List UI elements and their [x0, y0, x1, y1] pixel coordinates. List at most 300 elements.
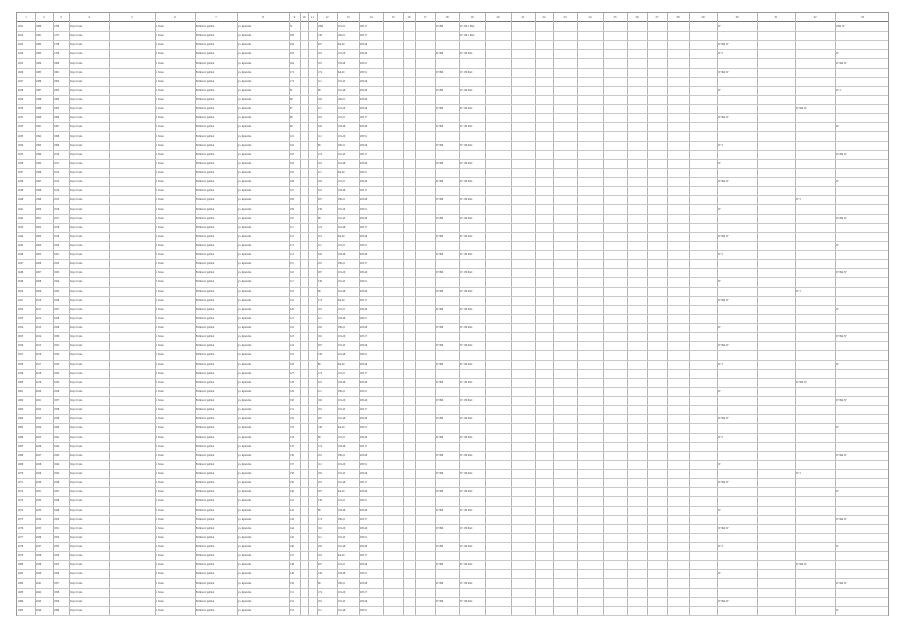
table-cell: IV 130 PAC: [460, 344, 473, 348]
table-cell: Ivayo Ivano: [70, 371, 83, 375]
table-cell: 1822: [54, 262, 60, 266]
table-cell: 86: [318, 216, 321, 220]
table-cell: IV 890: [436, 25, 444, 29]
table-cell: 1 Ivano: [156, 590, 164, 594]
table-cell: IV 890: [436, 380, 444, 384]
table-cell: Kd.20: [338, 362, 345, 366]
table-cell: 180.21: [338, 143, 346, 147]
table-cell: 1823: [54, 271, 60, 275]
table-cell: 1990: [36, 116, 42, 120]
table-cell: Kd.20: [338, 70, 345, 74]
table-cell: 174: [318, 517, 322, 521]
table-cell: 2032: [18, 125, 24, 129]
table-cell: 2031: [36, 490, 42, 494]
table-cell: 2062: [18, 399, 24, 403]
table-cell: 1809: [54, 143, 60, 147]
table-cell: 1 Ivano: [156, 526, 164, 530]
table-cell: 2000: [36, 207, 42, 211]
table-cell: 2072: [18, 490, 24, 494]
table-cell: 1843: [54, 453, 60, 457]
table-cell: ya. Kpatoma: [238, 189, 252, 193]
table-cell: 111: [318, 608, 322, 612]
table-cell: 1833: [54, 362, 60, 366]
table-cell: 2030: [18, 107, 24, 111]
table-cell: Ivayo Ivano: [70, 335, 83, 339]
table-cell: 1845: [54, 472, 60, 476]
table-cell: 86: [290, 98, 293, 102]
table-cell: Ermirsovt gellion: [196, 490, 215, 494]
table-cell: 2053: [18, 316, 24, 320]
table-cell: 191: [318, 307, 322, 311]
table-cell: 2069: [18, 462, 24, 466]
table-cell: 2047: [18, 262, 24, 266]
table-cell: 180.21: [338, 198, 346, 202]
table-cell: Ermirsovt gellion: [196, 207, 215, 211]
table-cell: 182: [318, 472, 322, 476]
table-cell: ya. Kpatoma: [238, 244, 252, 247]
table-cell: 1 Ivano: [156, 116, 164, 120]
table-cell: 1 Ivano: [156, 517, 164, 521]
table-cell: 2044: [18, 234, 24, 238]
table-cell: 1 Ivano: [156, 171, 164, 175]
table-cell: 111: [318, 171, 322, 175]
table-cell: 1858: [54, 590, 60, 594]
table-cell: 181.21: [338, 499, 346, 503]
table-cell: 181.45: [338, 152, 346, 156]
table-cell: 2081: [18, 572, 24, 576]
table-cell: IV 994 IV: [718, 417, 729, 421]
table-cell: 181.48: [338, 353, 346, 357]
table-cell: IV 3: [718, 435, 723, 439]
table-cell: 283.40: [360, 453, 368, 457]
table-cell: 129: [290, 389, 294, 393]
table-cell: 2066: [18, 435, 24, 439]
column-header: 10: [302, 15, 306, 19]
table-cell: 283.51: [360, 171, 368, 175]
table-cell: 1 Ivano: [156, 581, 164, 585]
table-cell: 1844: [54, 462, 60, 466]
table-cell: 2005: [36, 253, 42, 257]
column-header: 11: [311, 15, 314, 19]
table-cell: 134: [290, 435, 294, 439]
table-cell: IV 890: [436, 490, 444, 494]
table-cell: IV: [836, 52, 839, 56]
table-cell: 1 Ivano: [156, 335, 164, 339]
table-cell: IV 890: [436, 581, 444, 585]
table-cell: 1804: [54, 98, 60, 102]
column-header: 15: [391, 15, 395, 19]
table-cell: Ermirsovt gellion: [196, 417, 215, 421]
table-cell: ya. Kpatoma: [238, 152, 252, 156]
table-cell: 283.51: [360, 70, 368, 74]
table-cell: IV 130 PAC: [460, 125, 473, 129]
column-header: 6: [174, 15, 176, 19]
column-header: 13: [346, 15, 350, 19]
table-cell: 2077: [18, 535, 24, 539]
table-cell: 1995: [36, 161, 42, 165]
table-cell: 1 Ivano: [156, 207, 164, 211]
table-cell: 283.51: [360, 608, 368, 612]
table-cell: Kd.20: [338, 554, 345, 558]
table-cell: 86: [318, 289, 321, 293]
table-cell: 140: [290, 490, 294, 494]
table-cell: 174: [318, 590, 322, 594]
table-cell: Ermirsovt gellion: [196, 462, 215, 466]
table-cell: Ivayo Ivano: [70, 180, 83, 184]
table-cell: 181.20: [338, 271, 346, 275]
table-cell: IV: [836, 426, 839, 430]
table-cell: 146: [290, 545, 294, 549]
table-cell: 1 Ivano: [156, 316, 164, 320]
column-header: 12: [325, 15, 329, 19]
table-cell: Ivayo Ivano: [70, 280, 83, 284]
table-cell: 283.17: [360, 517, 368, 521]
table-cell: Ermirsovt gellion: [196, 253, 215, 257]
column-header: 7: [215, 15, 217, 19]
table-cell: Ermirsovt gellion: [196, 262, 215, 266]
table-cell: 1832: [54, 353, 60, 357]
table-cell: 2054: [18, 326, 24, 330]
table-cell: IV: [718, 326, 721, 330]
table-cell: 1 Ivano: [156, 307, 164, 311]
table-cell: ya. Kpatoma: [238, 180, 252, 184]
table-cell: Ermirsovt gellion: [196, 563, 215, 567]
table-cell: 121: [290, 316, 294, 320]
table-cell: ya. Kpatoma: [238, 88, 252, 92]
table-cell: 2051: [18, 298, 24, 302]
table-cell: 283.40: [360, 380, 368, 384]
table-cell: 2084: [18, 599, 24, 603]
table-cell: IV 994 IV: [836, 216, 847, 220]
table-cell: 283.40: [360, 88, 368, 92]
table-cell: IV 3: [796, 198, 801, 202]
table-cell: ya. Kpatoma: [238, 161, 252, 165]
table-cell: 297: [318, 271, 322, 275]
table-cell: ya. Kpatoma: [238, 171, 252, 175]
table-cell: Ermirsovt gellion: [196, 234, 215, 238]
table-cell: IV 890: [436, 435, 444, 439]
table-cell: Ermirsovt gellion: [196, 70, 215, 74]
table-cell: 1 Ivano: [156, 481, 164, 485]
table-cell: 2038: [36, 554, 42, 558]
spreadsheet-sheet: [16, 12, 889, 616]
table-cell: 2001: [36, 216, 42, 220]
table-cell: 1 Ivano: [156, 43, 164, 47]
table-cell: 173: [290, 79, 294, 83]
table-cell: 181.20: [338, 207, 346, 211]
table-cell: 111: [318, 535, 322, 539]
table-cell: Ivayo Ivano: [70, 408, 83, 412]
table-cell: Kd.20: [338, 171, 345, 175]
table-cell: 183.48: [338, 508, 346, 512]
table-cell: IV 994 IV: [836, 399, 847, 403]
table-cell: 283.40: [360, 52, 368, 56]
table-cell: 2085: [18, 608, 24, 612]
table-cell: 1 Ivano: [156, 107, 164, 111]
table-cell: ya. Kpatoma: [238, 472, 252, 476]
table-cell: 133: [290, 426, 294, 430]
table-cell: Ermirsovt gellion: [196, 526, 215, 530]
table-cell: 1838: [54, 408, 60, 412]
table-cell: Ivayo Ivano: [70, 608, 83, 612]
table-cell: Ermirsovt gellion: [196, 107, 215, 111]
table-cell: IV 890: [436, 253, 444, 257]
table-cell: IV 890: [436, 143, 444, 147]
column-header: 20: [496, 15, 500, 19]
table-cell: ya. Kpatoma: [238, 271, 252, 275]
table-cell: 1 Ivano: [156, 563, 164, 567]
table-cell: 2028: [18, 88, 24, 92]
table-cell: ya. Kpatoma: [238, 590, 252, 594]
table-cell: 136: [318, 499, 322, 503]
table-cell: 283.17: [360, 590, 368, 594]
table-cell: 2017: [36, 362, 42, 366]
table-cell: IV 890: [436, 107, 444, 111]
table-cell: 174: [318, 225, 322, 229]
table-cell: IV 994 IV: [836, 517, 847, 521]
table-cell: 180.21: [338, 517, 346, 521]
table-cell: 181.21: [338, 307, 346, 311]
column-header: 29: [701, 15, 705, 19]
table-cell: 2043: [18, 225, 24, 229]
table-cell: 2027: [18, 79, 24, 83]
table-cell: 283.40: [360, 435, 368, 439]
table-cell: 1993: [36, 143, 42, 147]
table-cell: 283.17: [360, 189, 368, 193]
table-cell: 1814: [54, 189, 60, 193]
table-cell: 283.17: [360, 298, 368, 302]
table-cell: 234: [290, 43, 294, 47]
table-cell: 174: [318, 444, 322, 448]
table-cell: 181.45: [338, 408, 346, 412]
table-cell: 1839: [54, 417, 60, 421]
table-cell: 181.21: [338, 116, 346, 120]
table-cell: 2071: [18, 481, 24, 485]
table-cell: 86: [318, 88, 321, 92]
table-cell: IV 130 PAC: [460, 545, 473, 549]
table-cell: 143: [290, 517, 294, 521]
table-cell: 283.40: [360, 271, 368, 275]
table-cell: 1827: [54, 307, 60, 311]
table-cell: 181.21: [338, 244, 346, 247]
table-cell: 2049: [18, 280, 24, 284]
table-cell: 145: [290, 535, 294, 539]
table-cell: Ermirsovt gellion: [196, 554, 215, 558]
table-cell: ya. Kpatoma: [238, 453, 252, 457]
table-cell: 2033: [36, 508, 42, 512]
table-cell: 138: [290, 472, 294, 476]
table-cell: 297: [318, 563, 322, 567]
table-cell: Ermirsovt gellion: [196, 225, 215, 229]
table-cell: Ermirsovt gellion: [196, 25, 215, 29]
table-cell: 119: [290, 298, 294, 302]
table-cell: 139: [290, 481, 294, 485]
column-header: 33: [861, 15, 864, 19]
table-cell: 136: [318, 353, 322, 357]
table-cell: Ermirsovt gellion: [196, 43, 215, 47]
table-cell: 283.40: [360, 563, 368, 567]
table-cell: 150: [290, 581, 294, 585]
table-cell: 283.40: [360, 43, 368, 47]
table-cell: Ivayo Ivano: [70, 79, 83, 83]
table-cell: 130: [290, 399, 294, 403]
table-cell: Ivayo Ivano: [70, 161, 83, 165]
table-cell: 106: [290, 180, 294, 184]
table-cell: ya. Kpatoma: [238, 435, 252, 439]
table-cell: 1828: [54, 316, 60, 320]
table-cell: 283.40: [360, 326, 368, 330]
table-cell: 1 Ivano: [156, 499, 164, 503]
table-cell: 111: [318, 134, 322, 138]
table-cell: ya. Kpatoma: [238, 326, 252, 330]
table-cell: 174: [318, 70, 322, 74]
table-cell: 1816: [54, 207, 60, 211]
table-cell: 1853: [54, 545, 60, 549]
table-cell: 1818: [54, 225, 60, 229]
table-cell: 123: [290, 335, 294, 339]
table-cell: 183.48: [338, 572, 346, 576]
table-cell: 283.51: [360, 426, 368, 430]
table-cell: 1 Ivano: [156, 462, 164, 466]
table-cell: 86: [318, 362, 321, 366]
table-cell: 180.21: [338, 326, 346, 330]
table-cell: 111: [318, 107, 322, 111]
table-cell: 1842: [54, 444, 60, 448]
table-cell: ya. Kpatoma: [238, 508, 252, 512]
table-cell: 2055: [18, 335, 24, 339]
table-cell: IV 994 IV: [836, 581, 847, 585]
table-cell: 81: [290, 88, 293, 92]
table-cell: 1815: [54, 198, 60, 202]
table-cell: Ermirsovt gellion: [196, 362, 215, 366]
table-cell: 1801: [54, 70, 60, 74]
table-cell: 182: [318, 326, 322, 330]
table-cell: Ivayo Ivano: [70, 216, 83, 220]
table-cell: 2040: [18, 198, 24, 202]
table-cell: Ermirsovt gellion: [196, 508, 215, 512]
table-cell: 1 Ivano: [156, 262, 164, 266]
table-cell: 297: [318, 43, 322, 47]
table-cell: 2008: [36, 280, 42, 284]
table-cell: 2033: [18, 134, 24, 138]
table-cell: IV: [836, 125, 839, 129]
table-cell: ya. Kpatoma: [238, 344, 252, 348]
table-cell: 283.40: [360, 79, 368, 83]
table-cell: Ermirsovt gellion: [196, 88, 215, 92]
table-cell: ya. Kpatoma: [238, 298, 252, 302]
table-cell: IV 130 PAC: [460, 234, 473, 238]
table-cell: 2058: [18, 362, 24, 366]
table-cell: IV 130 PAC: [460, 70, 473, 74]
table-cell: IV 890: [436, 198, 444, 202]
table-cell: Ivayo Ivano: [70, 234, 83, 238]
table-cell: 2063: [18, 408, 24, 412]
table-cell: 1998: [36, 189, 42, 193]
table-cell: 283.17: [360, 152, 368, 156]
table-cell: 181: [318, 61, 322, 65]
table-cell: Ivayo Ivano: [70, 389, 83, 393]
table-cell: 1 Ivano: [156, 98, 164, 102]
table-cell: IV 994 IV: [718, 70, 729, 74]
table-cell: 1 Ivano: [156, 189, 164, 193]
table-cell: 2075: [18, 517, 24, 521]
table-cell: 181.48: [338, 225, 346, 229]
table-cell: 86: [318, 143, 321, 147]
table-cell: 180.21: [338, 581, 346, 585]
table-cell: 1983: [36, 52, 42, 56]
table-cell: 2048: [18, 271, 24, 275]
table-cell: 283.40: [360, 399, 368, 403]
table-cell: Ermirsovt gellion: [196, 399, 215, 403]
table-cell: IV: [836, 362, 839, 366]
table-cell: 111: [318, 316, 322, 320]
table-cell: IV 994 IV: [836, 152, 847, 156]
table-cell: IV 890: [436, 271, 444, 275]
table-cell: 2056: [18, 344, 24, 348]
table-cell: 1 Ivano: [156, 453, 164, 457]
table-cell: Ivayo Ivano: [70, 599, 83, 603]
table-cell: 111: [290, 225, 294, 229]
table-cell: 1 Ivano: [156, 353, 164, 357]
table-cell: IV 3: [796, 472, 801, 476]
table-cell: 131: [290, 408, 294, 412]
table-cell: 1824: [54, 280, 60, 284]
table-cell: Ivayo Ivano: [70, 289, 83, 293]
table-cell: Ermirsovt gellion: [196, 216, 215, 220]
table-cell: 181.48: [338, 608, 346, 612]
table-cell: 2024: [36, 426, 42, 430]
table-cell: Ermirsovt gellion: [196, 453, 215, 457]
column-header: 1: [25, 15, 27, 19]
table-cell: 1855: [54, 563, 60, 567]
table-cell: Kd.20: [338, 234, 345, 238]
table-cell: 136: [318, 34, 322, 38]
table-cell: Ermirsovt gellion: [196, 189, 215, 193]
table-cell: Ivayo Ivano: [70, 134, 83, 138]
table-cell: 118: [290, 289, 294, 293]
table-cell: Ivayo Ivano: [70, 526, 83, 530]
table-cell: 1802: [54, 79, 60, 83]
table-cell: 228: [290, 34, 294, 38]
table-cell: 283.51: [360, 316, 368, 320]
table-cell: 283.17: [360, 34, 368, 38]
table-cell: 2027: [36, 453, 42, 457]
table-cell: 180.21: [338, 34, 346, 38]
table-cell: 181.48: [338, 417, 346, 421]
table-cell: IV 130.1 PAC: [460, 25, 475, 29]
table-cell: ya. Kpatoma: [238, 216, 252, 220]
table-cell: 1 Ivano: [156, 61, 164, 65]
table-cell: 181.20: [338, 526, 346, 530]
table-cell: IV 3: [836, 88, 841, 92]
table-cell: 1 Ivano: [156, 253, 164, 257]
table-cell: IV: [718, 280, 721, 284]
table-cell: 1981: [36, 34, 42, 38]
table-cell: IV 994 IV: [718, 599, 729, 603]
table-cell: 1 Ivano: [156, 225, 164, 229]
table-cell: 283.40: [360, 307, 368, 311]
table-cell: IV 994 IV: [718, 43, 729, 47]
table-cell: 2037: [36, 545, 42, 549]
table-cell: 1812: [54, 171, 60, 175]
table-cell: IV 3: [718, 362, 723, 366]
table-cell: Ermirsovt gellion: [196, 116, 215, 120]
table-cell: 2014: [36, 335, 42, 339]
table-cell: 283.51: [360, 389, 368, 393]
column-header: 14: [369, 15, 373, 19]
table-cell: Ivayo Ivano: [70, 198, 83, 202]
column-header: 21: [521, 15, 525, 19]
